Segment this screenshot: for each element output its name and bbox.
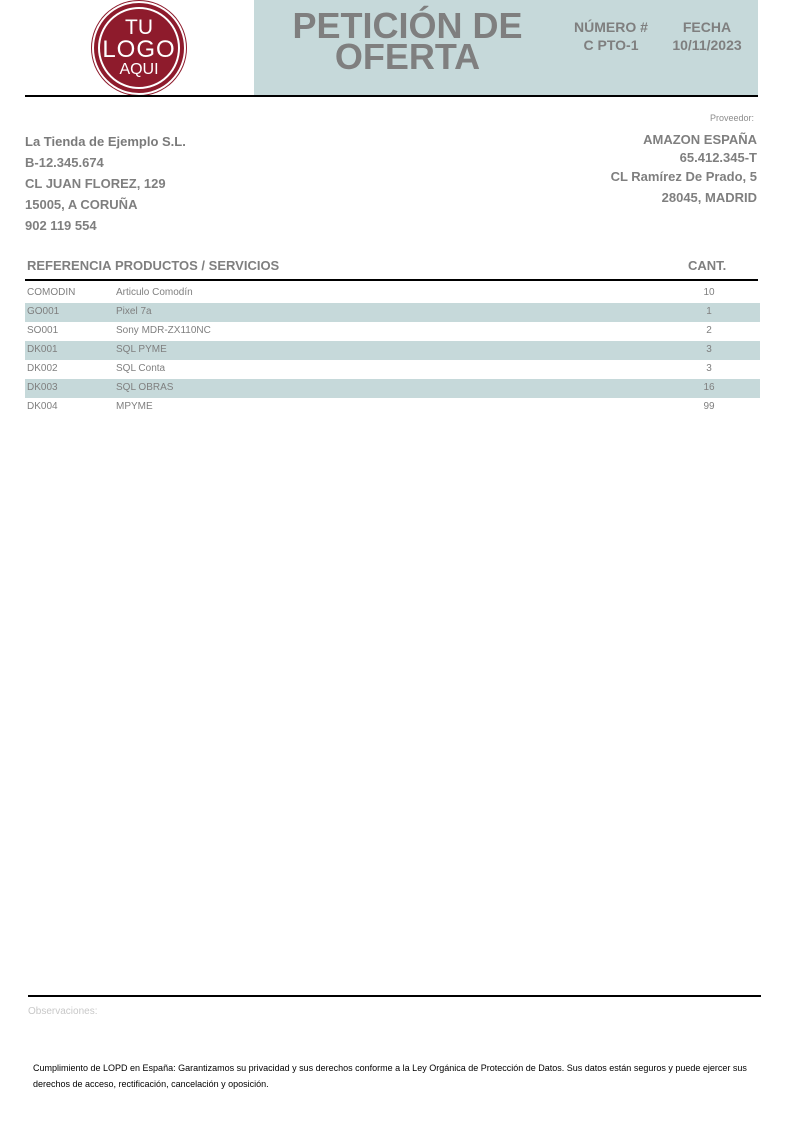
table-header-divider xyxy=(25,279,758,281)
row-qty: 99 xyxy=(703,401,715,412)
document-title-line2: OFERTA xyxy=(334,36,481,77)
items-table xyxy=(25,284,760,417)
row-product: SQL OBRAS xyxy=(116,382,174,393)
row-qty: 3 xyxy=(706,363,712,374)
row-product: Pixel 7a xyxy=(116,306,152,317)
fecha-label: FECHA xyxy=(682,19,732,35)
lopd-notice xyxy=(33,1060,758,1092)
company-block xyxy=(25,131,186,236)
document-title xyxy=(275,5,540,77)
company-logo xyxy=(92,1,186,95)
observaciones-label: Observaciones: xyxy=(28,1006,98,1017)
row-ref: DK004 xyxy=(27,401,58,412)
lopd-line1: Cumplimiento de LOPD en España: Garantizamos su privacidad y sus derechos conforme a la Ley Orgánica de Protección de Datos. Sus datos están seguros y puede ejercer sus xyxy=(33,1063,747,1073)
company-cif: B-12.345.674 xyxy=(25,155,104,170)
supplier-block xyxy=(611,130,757,207)
supplier-cif: 65.412.345-T xyxy=(679,150,757,165)
row-qty: 16 xyxy=(703,382,715,393)
row-product: SQL Conta xyxy=(116,363,166,374)
row-ref: GO001 xyxy=(27,306,60,317)
supplier-address: CL Ramírez De Prado, 5 xyxy=(610,169,757,184)
row-product: Sony MDR-ZX110NC xyxy=(116,325,211,336)
supplier-name: AMAZON ESPAÑA xyxy=(643,132,757,147)
supplier-city: 28045, MADRID xyxy=(661,190,757,205)
row-qty: 3 xyxy=(706,344,712,355)
logo-text-line2: LOGO xyxy=(102,36,176,63)
row-product: SQL PYME xyxy=(116,344,167,355)
row-ref: DK002 xyxy=(27,363,58,374)
row-qty: 1 xyxy=(706,306,712,317)
numero-label: NÚMERO # xyxy=(574,19,648,35)
supplier-label: Proveedor: xyxy=(709,113,754,123)
row-ref: SO001 xyxy=(27,325,59,336)
row-qty: 2 xyxy=(706,325,712,336)
document-title-line1: PETICIÓN DE xyxy=(292,5,523,46)
row-ref: DK003 xyxy=(27,382,58,393)
table-row xyxy=(25,322,760,341)
column-header-ref: REFERENCIA xyxy=(27,258,112,273)
table-row xyxy=(25,398,760,417)
row-ref: DK001 xyxy=(27,344,58,355)
header-divider xyxy=(25,95,758,97)
column-header-product: PRODUCTOS / SERVICIOS xyxy=(115,258,280,273)
table-row xyxy=(25,303,760,322)
footer-divider xyxy=(28,995,761,997)
logo-text-line3: AQUI xyxy=(119,61,159,78)
lopd-line2: derechos de acceso, rectificación, cancelación y oposición. xyxy=(33,1079,269,1089)
company-address: CL JUAN FLOREZ, 129 xyxy=(25,176,166,191)
column-header-qty: CANT. xyxy=(688,258,727,273)
table-row xyxy=(25,284,760,303)
table-row xyxy=(25,341,760,360)
fecha-value: 10/11/2023 xyxy=(672,37,742,53)
numero-value: C PTO-1 xyxy=(583,37,639,53)
row-ref: COMODIN xyxy=(27,287,76,298)
table-row xyxy=(25,360,760,379)
company-phone: 902 119 554 xyxy=(25,218,97,233)
row-qty: 10 xyxy=(703,287,715,298)
company-city: 15005, A CORUÑA xyxy=(25,197,138,212)
company-name: La Tienda de Ejemplo S.L. xyxy=(25,134,186,149)
table-row xyxy=(25,379,760,398)
logo-text-line1: TU xyxy=(125,16,153,39)
row-product: Articulo Comodín xyxy=(116,287,193,298)
row-product: MPYME xyxy=(116,401,153,412)
